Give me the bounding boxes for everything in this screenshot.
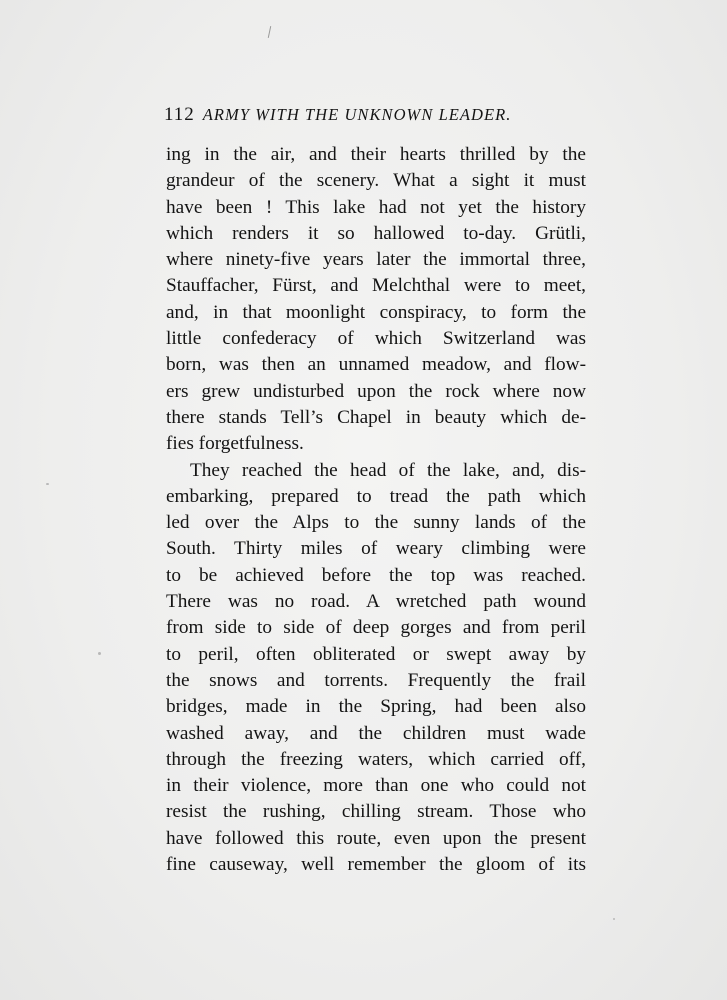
text-line: where ninety-five years later the immortal three, xyxy=(166,249,586,271)
text-line: born, was then an unnamed meadow, and flow- xyxy=(166,354,586,376)
text-line: Stauffacher, Fürst, and Melchthal were to meet, xyxy=(166,275,586,297)
text-line: led over the Alps to the sunny lands of the xyxy=(166,512,586,534)
text-line: bridges, made in the Spring, had been also xyxy=(166,696,586,718)
text-line: the snows and torrents. Frequently the frail xyxy=(166,669,586,691)
text-line: embarking, prepared to tread the path which xyxy=(166,485,586,507)
paper-speck xyxy=(98,652,101,655)
paper-speck xyxy=(613,918,615,920)
text-line: fine causeway, well remember the gloom of its xyxy=(166,854,586,876)
text-line: there stands Tell’s Chapel in beauty which de- xyxy=(166,406,586,428)
text-line: in their violence, more than one who could not xyxy=(166,775,586,797)
text-line: resist the rushing, chilling stream. Those who xyxy=(166,801,586,823)
text-line: through the freezing waters, which carried off, xyxy=(166,748,586,770)
text-line: fies forgetfulness. xyxy=(166,433,304,455)
text-line: South. Thirty miles of weary climbing were xyxy=(166,538,586,560)
running-title: ARMY WITH THE UNKNOWN LEADER. xyxy=(202,105,512,124)
text-line: have followed this route, even upon the present xyxy=(166,827,586,849)
text-line: washed away, and the children must wade xyxy=(166,722,586,744)
text-line: from side to side of deep gorges and from peril xyxy=(166,617,586,639)
page-number: 112 xyxy=(164,104,195,125)
paragraph-first-line: They reached the head of the lake, and, dis- xyxy=(190,459,586,481)
text-line: to be achieved before the top was reached. xyxy=(166,564,586,586)
text-line: ers grew undisturbed upon the rock where now xyxy=(166,380,586,402)
text-line: and, in that moonlight conspiracy, to form the xyxy=(166,301,586,323)
running-head xyxy=(164,104,584,126)
text-line: which renders it so hallowed to-day. Grütli, xyxy=(166,222,586,244)
body-text xyxy=(166,142,586,878)
text-line: have been ! This lake had not yet the history xyxy=(166,196,586,218)
text-line: to peril, often obliterated or swept away by xyxy=(166,643,586,665)
paper-speck xyxy=(46,483,49,485)
text-line: ing in the air, and their hearts thrilled by the xyxy=(166,144,586,165)
margin-mark xyxy=(268,26,271,38)
text-line: There was no road. A wretched path wound xyxy=(166,591,586,613)
text-line: grandeur of the scenery. What a sight it must xyxy=(166,170,586,192)
text-line: little confederacy of which Switzerland was xyxy=(166,328,586,350)
